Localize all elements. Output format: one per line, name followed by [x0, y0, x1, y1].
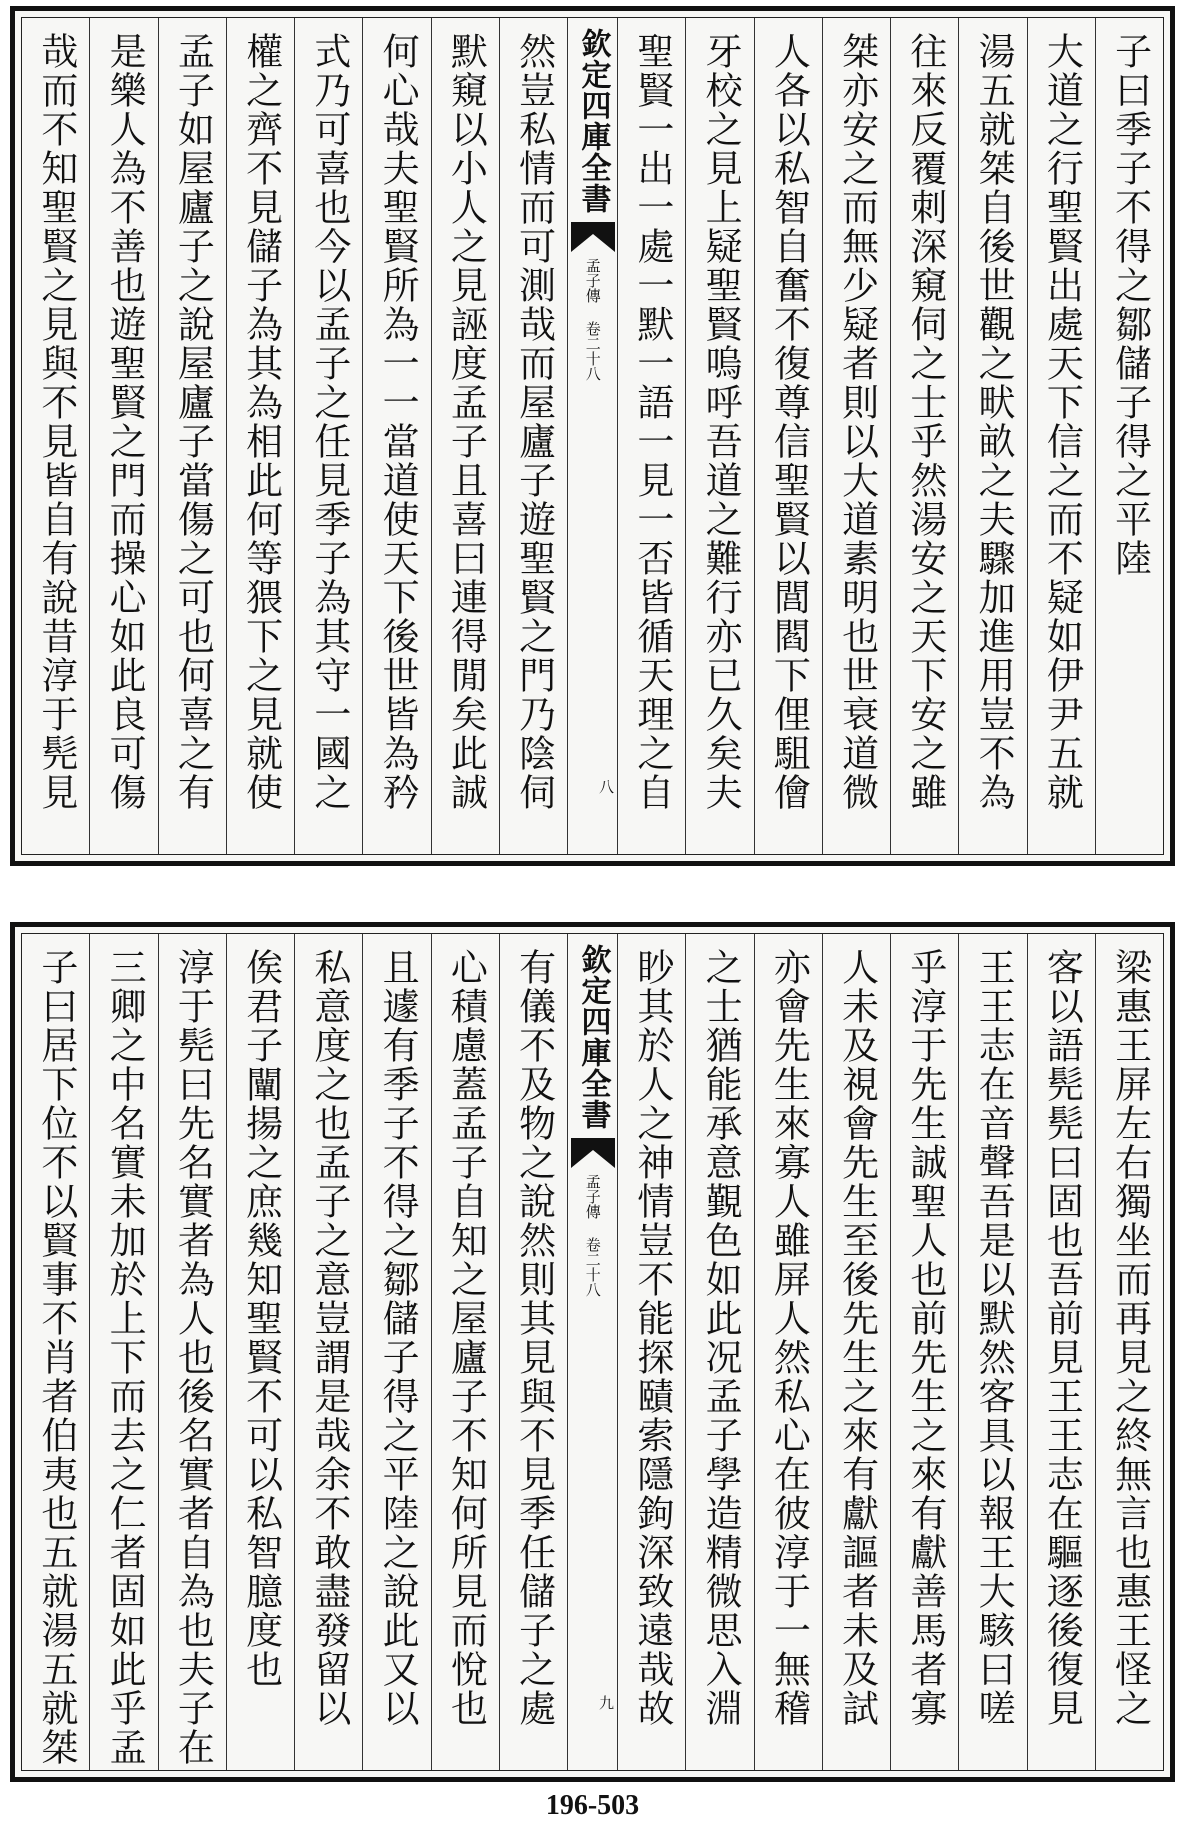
text-column: 心積慮蓋孟子自知之屋廬子不知何所見而悅也 [431, 934, 499, 1770]
top-page-columns [21, 17, 1164, 855]
text-column: 梁惠王屏左右獨坐而再見之終無言也惠王怪之 [1095, 934, 1163, 1770]
text-column: 之士猶能承意覲色如此况孟子學造精微思入淵 [685, 934, 753, 1770]
text-column: 哉而不知聖賢之見與不見皆自有說昔淳于髡見 [34, 32, 78, 812]
page-number: 196-503 [545, 1790, 640, 1821]
text-column: 大道之行聖賢出處天下信之而不疑如伊尹五就 [1027, 18, 1095, 854]
text-column: 權之齊不見儲子為其為相此何等猥下之見就使 [226, 18, 294, 854]
text-column: 往來反覆刺深窺伺之士乎然湯安之天下安之雖 [890, 18, 958, 854]
book-title: 欽定四庫全書 [575, 28, 611, 214]
text-column: 人未及視會先生至後先生之來有獻謳者未及試 [822, 934, 890, 1770]
leaf-number: 八 [597, 779, 615, 794]
text-column: 乎淳于先生誠聖人也前先生之來有獻善馬者寡 [890, 934, 958, 1770]
text-column: 有儀不及物之說然則其見與不見季任儲子之處 [499, 934, 567, 1770]
chapter-label: 孟子傳 卷二十八 [583, 1174, 602, 1297]
top-page [10, 6, 1175, 866]
center-margin [567, 18, 617, 854]
text-column: 然豈私情而可測哉而屋廬子遊聖賢之門乃陰伺 [499, 18, 567, 854]
text-column: 且遽有季子不得之鄒儲子得之平陸之說此又以 [362, 934, 430, 1770]
text-column: 牙校之見上疑聖賢嗚呼吾道之難行亦已久矣夫 [685, 18, 753, 854]
text-column: 私意度之也孟子之意豈謂是哉余不敢盡發留以 [294, 934, 362, 1770]
fishtail-icon [571, 222, 615, 252]
text-column: 桀亦安之而無少疑者則以大道素明也世衰道微 [822, 18, 890, 854]
text-column: 聖賢一出一處一默一語一見一否皆循天理之自 [617, 18, 685, 854]
text-column: 何心哉夫聖賢所為一一當道使天下後世皆為矜 [362, 18, 430, 854]
text-column: 默窺以小人之見誣度孟子且喜曰連得閒矣此誠 [431, 18, 499, 854]
book-title: 欽定四庫全書 [575, 944, 611, 1130]
fishtail-icon [571, 1138, 615, 1168]
center-margin [567, 934, 617, 1770]
bottom-page-columns [21, 933, 1164, 1771]
chapter-label: 孟子傳 卷二十八 [583, 258, 602, 381]
text-column: 王王志在音聲吾是以默然客具以報王大駭曰嗟 [958, 934, 1026, 1770]
text-column: 淳于髡曰先名實者為人也後名實者自為也夫子在 [158, 934, 226, 1770]
text-column: 子曰居下位不以賢事不肖者伯夷也五就湯五就桀 [34, 948, 78, 1767]
bottom-page [10, 922, 1175, 1782]
text-column: 三卿之中名實未加於上下而去之仁者固如此乎孟 [89, 934, 157, 1770]
text-column: 客以語髡髡曰固也吾前見王王志在驅逐後復見 [1027, 934, 1095, 1770]
text-column: 子曰季子不得之鄒儲子得之平陸 [1095, 18, 1163, 854]
text-column: 是樂人為不善也遊聖賢之門而操心如此良可傷 [89, 18, 157, 854]
leaf-number: 九 [597, 1695, 615, 1710]
text-column: 俟君子闡揚之庶幾知聖賢不可以私智臆度也 [226, 934, 294, 1770]
text-column: 湯五就桀自後世觀之畎畝之夫驟加進用豈不為 [958, 18, 1026, 854]
text-column: 亦會先生來寡人雖屏人然私心在彼淳于一無稽 [754, 934, 822, 1770]
text-column: 式乃可喜也今以孟子之任見季子為其守一國之 [294, 18, 362, 854]
text-column: 眇其於人之神情豈不能探賾索隱鉤深致遠哉故 [617, 934, 685, 1770]
text-column: 人各以私智自奮不復尊信聖賢以閭閻下俚駔儈 [754, 18, 822, 854]
text-column: 孟子如屋廬子之說屋廬子當傷之可也何喜之有 [158, 18, 226, 854]
